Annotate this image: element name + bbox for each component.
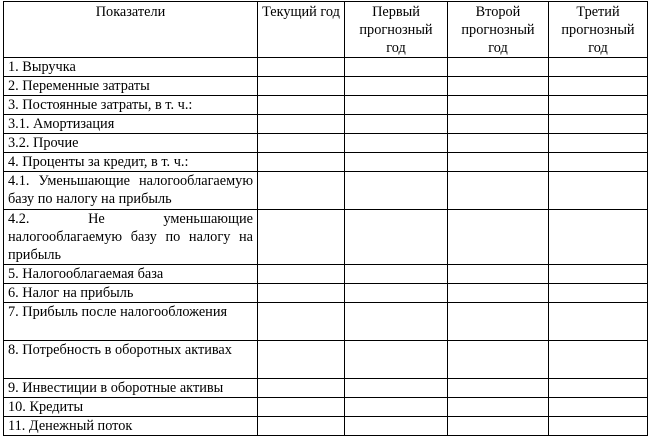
header-current-year: Текущий год xyxy=(258,2,345,58)
cell-first-forecast-year xyxy=(345,265,448,284)
cell-second-forecast-year xyxy=(448,115,549,134)
cell-current-year xyxy=(258,115,345,134)
cell-first-forecast-year xyxy=(345,134,448,153)
cell-first-forecast-year xyxy=(345,417,448,436)
table-row xyxy=(4,77,648,96)
cell-second-forecast-year xyxy=(448,303,549,341)
row-label: 5. Налогооблагаемая база xyxy=(4,265,258,284)
row-label: 11. Денежный поток xyxy=(4,417,258,436)
cell-second-forecast-year xyxy=(448,417,549,436)
cell-third-forecast-year xyxy=(549,265,648,284)
cell-current-year xyxy=(258,134,345,153)
cell-second-forecast-year xyxy=(448,210,549,265)
cell-third-forecast-year xyxy=(549,115,648,134)
cell-third-forecast-year xyxy=(549,341,648,379)
financial-forecast-table-container xyxy=(3,1,647,436)
cell-current-year xyxy=(258,303,345,341)
cell-third-forecast-year xyxy=(549,96,648,115)
cell-third-forecast-year xyxy=(549,417,648,436)
table-row xyxy=(4,210,648,265)
row-label: 3.2. Прочие xyxy=(4,134,258,153)
cell-third-forecast-year xyxy=(549,303,648,341)
row-label: 10. Кредиты xyxy=(4,398,258,417)
cell-second-forecast-year xyxy=(448,153,549,172)
table-header-row xyxy=(4,2,648,58)
cell-first-forecast-year xyxy=(345,77,448,96)
cell-current-year xyxy=(258,284,345,303)
row-label: 2. Переменные затраты xyxy=(4,77,258,96)
cell-current-year xyxy=(258,58,345,77)
table-row xyxy=(4,265,648,284)
cell-current-year xyxy=(258,172,345,210)
row-label: 4.1. Уменьшающие налогооблагаемую базу по налогу на прибыль xyxy=(4,172,258,210)
cell-current-year xyxy=(258,379,345,398)
cell-second-forecast-year xyxy=(448,172,549,210)
table-row xyxy=(4,341,648,379)
table-row xyxy=(4,134,648,153)
cell-second-forecast-year xyxy=(448,398,549,417)
row-label: 7. Прибыль после налогообложения xyxy=(4,303,258,341)
cell-first-forecast-year xyxy=(345,284,448,303)
cell-third-forecast-year xyxy=(549,210,648,265)
cell-first-forecast-year xyxy=(345,115,448,134)
cell-current-year xyxy=(258,341,345,379)
cell-current-year xyxy=(258,398,345,417)
cell-current-year xyxy=(258,265,345,284)
header-second-forecast-year: Второй прогнозный год xyxy=(448,2,549,58)
table-row xyxy=(4,398,648,417)
table-row xyxy=(4,115,648,134)
row-label: 3. Постоянные затраты, в т. ч.: xyxy=(4,96,258,115)
cell-current-year xyxy=(258,210,345,265)
cell-second-forecast-year xyxy=(448,284,549,303)
table-row xyxy=(4,96,648,115)
cell-second-forecast-year xyxy=(448,77,549,96)
table-row xyxy=(4,153,648,172)
cell-first-forecast-year xyxy=(345,303,448,341)
cell-second-forecast-year xyxy=(448,58,549,77)
cell-first-forecast-year xyxy=(345,58,448,77)
cell-first-forecast-year xyxy=(345,96,448,115)
cell-second-forecast-year xyxy=(448,96,549,115)
cell-current-year xyxy=(258,153,345,172)
cell-third-forecast-year xyxy=(549,58,648,77)
cell-first-forecast-year xyxy=(345,153,448,172)
cell-first-forecast-year xyxy=(345,379,448,398)
financial-forecast-table xyxy=(3,1,648,436)
cell-current-year xyxy=(258,417,345,436)
row-label: 1. Выручка xyxy=(4,58,258,77)
cell-second-forecast-year xyxy=(448,341,549,379)
cell-third-forecast-year xyxy=(549,153,648,172)
row-label: 8. Потребность в оборотных активах xyxy=(4,341,258,379)
row-label: 6. Налог на прибыль xyxy=(4,284,258,303)
cell-first-forecast-year xyxy=(345,341,448,379)
cell-third-forecast-year xyxy=(549,134,648,153)
cell-first-forecast-year xyxy=(345,210,448,265)
table-row xyxy=(4,172,648,210)
cell-current-year xyxy=(258,96,345,115)
header-indicators: Показатели xyxy=(4,2,258,58)
cell-second-forecast-year xyxy=(448,379,549,398)
table-row xyxy=(4,58,648,77)
cell-first-forecast-year xyxy=(345,398,448,417)
table-row xyxy=(4,417,648,436)
cell-third-forecast-year xyxy=(549,77,648,96)
cell-third-forecast-year xyxy=(549,284,648,303)
cell-third-forecast-year xyxy=(549,379,648,398)
cell-second-forecast-year xyxy=(448,134,549,153)
cell-second-forecast-year xyxy=(448,265,549,284)
row-label: 3.1. Амортизация xyxy=(4,115,258,134)
table-row xyxy=(4,284,648,303)
cell-third-forecast-year xyxy=(549,398,648,417)
cell-third-forecast-year xyxy=(549,172,648,210)
cell-first-forecast-year xyxy=(345,172,448,210)
row-label: 4. Проценты за кредит, в т. ч.: xyxy=(4,153,258,172)
cell-current-year xyxy=(258,77,345,96)
table-row xyxy=(4,303,648,341)
row-label: 9. Инвестиции в оборотные активы xyxy=(4,379,258,398)
header-third-forecast-year: Третий прогнозный год xyxy=(549,2,648,58)
header-first-forecast-year: Первый прогнозный год xyxy=(345,2,448,58)
row-label: 4.2. Не уменьшающие налогооблагаемую базу по налогу на прибыль xyxy=(4,210,258,265)
table-row xyxy=(4,379,648,398)
